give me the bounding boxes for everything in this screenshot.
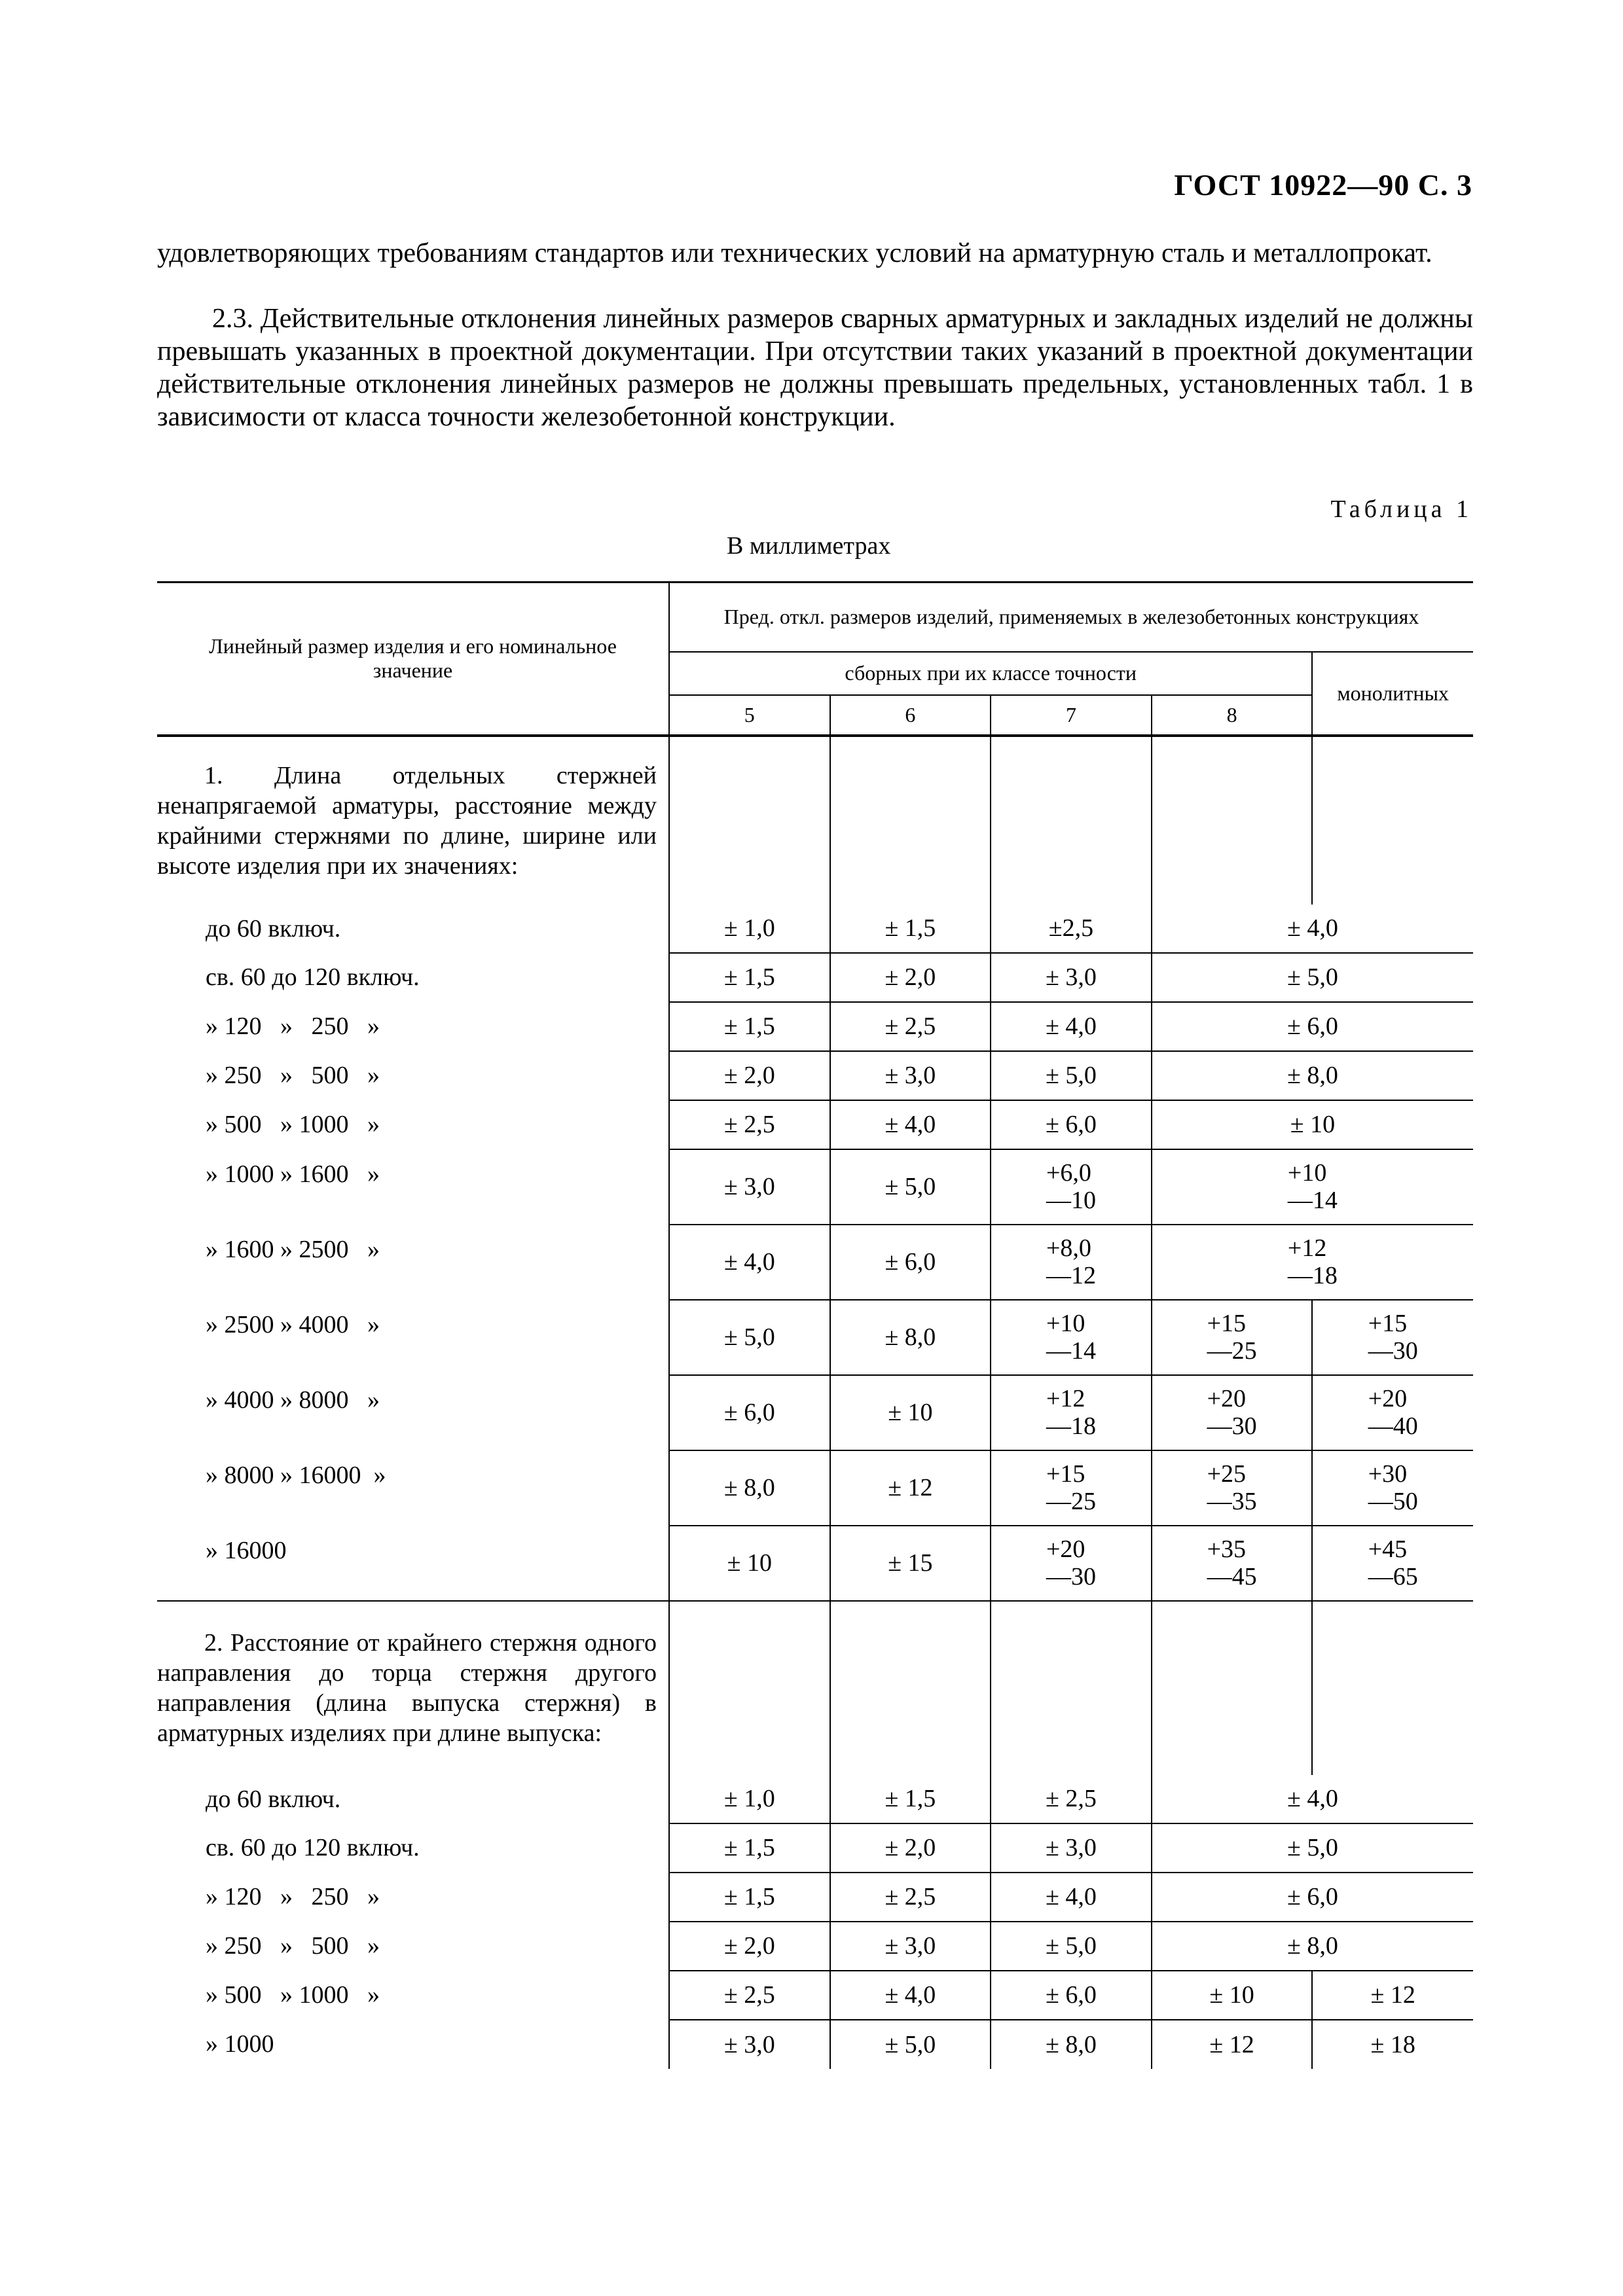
- table-row: [157, 953, 1473, 1002]
- value-cell: ± 5,0: [991, 1051, 1152, 1100]
- value-cell: ± 5,0: [669, 1300, 830, 1375]
- value-cell: [991, 1450, 1152, 1526]
- table-row: [157, 2020, 1473, 2069]
- value-cell: [991, 1149, 1152, 1225]
- value-cell: [991, 1375, 1152, 1450]
- value-cell: ± 3,0: [991, 1823, 1152, 1873]
- value-cell: ± 18: [1312, 2020, 1473, 2069]
- value-plus: +12: [1287, 1234, 1327, 1262]
- value-cell: [1152, 1375, 1313, 1450]
- value-minus: —18: [1287, 1261, 1338, 1289]
- value-plus: +8,0: [1046, 1234, 1091, 1262]
- row-range: » 120 » 250 »: [206, 1883, 380, 1910]
- value-plus: +25: [1207, 1460, 1247, 1488]
- value-cell: ± 1,5: [669, 1873, 830, 1922]
- value-plus: +20: [1368, 1384, 1408, 1412]
- value-cell: ± 10: [1152, 1971, 1313, 2020]
- value-cell: ± 10: [830, 1375, 991, 1450]
- row-range: » 16000: [206, 1536, 287, 1564]
- value-cell: ± 10: [669, 1526, 830, 1601]
- paragraph-2-3: 2.3. Действительные отклонения линейных размеров сварных арматурных и закладных изделий не должны превышать указанных в проектной документации. При отсутствии таких указаний в проектной документации действительные отклонения линейных размеров не должны превышать предельных, установленных табл. 1 в зависимости от класса точности железобетонной конструкции.: [157, 304, 1473, 432]
- value-minus: —30: [1368, 1336, 1418, 1365]
- value-plus: +15: [1046, 1460, 1085, 1488]
- value-cell: ± 8,0: [991, 2020, 1152, 2069]
- column-header-monolith: монолитных: [1312, 652, 1473, 736]
- value-cell: ± 6,0: [1152, 1002, 1473, 1051]
- value-cell: [1312, 1450, 1473, 1526]
- value-cell: ± 4,0: [991, 1002, 1152, 1051]
- table-row: [157, 1002, 1473, 1051]
- value-minus: —40: [1368, 1412, 1418, 1440]
- column-header-class-6: 6: [830, 695, 991, 736]
- row-range: » 250 » 500 »: [206, 1932, 380, 1960]
- row-range: » 1600 » 2500 »: [206, 1235, 380, 1263]
- value-cell: ± 1,5: [669, 1002, 830, 1051]
- value-cell: ± 2,5: [830, 1873, 991, 1922]
- value-cell: ± 5,0: [830, 1149, 991, 1225]
- table-row: [157, 1450, 1473, 1526]
- value-cell: ± 4,0: [1152, 1775, 1473, 1823]
- value-cell: [991, 1225, 1152, 1300]
- value-cell: ± 8,0: [669, 1450, 830, 1526]
- value-cell: ± 6,0: [830, 1225, 991, 1300]
- value-cell: [1152, 1225, 1473, 1300]
- row-range: » 500 » 1000 »: [206, 1111, 380, 1138]
- value-plus: +10: [1287, 1158, 1327, 1187]
- value-minus: —30: [1046, 1562, 1096, 1590]
- value-cell: ± 1,5: [669, 1823, 830, 1873]
- value-cell: ± 4,0: [830, 1100, 991, 1149]
- column-header-prefab: сборных при их классе точности: [669, 652, 1312, 695]
- row-range: » 2500 » 4000 »: [206, 1310, 380, 1338]
- table-row: [157, 1051, 1473, 1100]
- column-header-class-7: 7: [991, 695, 1152, 736]
- value-plus: +10: [1046, 1309, 1085, 1337]
- value-cell: [1312, 1300, 1473, 1375]
- value-cell: ± 2,5: [830, 1002, 991, 1051]
- value-plus: +20: [1207, 1384, 1247, 1412]
- value-cell: ± 1,5: [669, 953, 830, 1002]
- row-range: » 1000 » 1600 »: [206, 1160, 380, 1188]
- value-cell: ± 3,0: [669, 2020, 830, 2069]
- value-cell: ± 6,0: [1152, 1873, 1473, 1922]
- value-cell: ± 3,0: [991, 953, 1152, 1002]
- value-plus: +30: [1368, 1460, 1408, 1488]
- value-plus: +15: [1207, 1309, 1247, 1337]
- row-range: » 250 » 500 »: [206, 1062, 380, 1089]
- value-cell: ± 8,0: [1152, 1051, 1473, 1100]
- value-cell: ± 2,0: [669, 1922, 830, 1971]
- value-minus: —35: [1207, 1487, 1257, 1515]
- value-minus: —18: [1046, 1412, 1096, 1440]
- value-cell: ± 5,0: [830, 2020, 991, 2069]
- value-cell: ± 4,0: [1152, 905, 1473, 953]
- value-cell: ± 2,5: [669, 1100, 830, 1149]
- value-cell: ± 2,0: [669, 1051, 830, 1100]
- section-1-title: 1. Длина отдельных стержней ненапрягаемой арматуры, расстояние между крайними стержнями по длине, ширине или высоте изделия при их значениях:: [157, 761, 657, 880]
- table-row: [157, 1149, 1473, 1225]
- value-minus: —65: [1368, 1562, 1418, 1590]
- row-range: » 1000: [206, 2030, 274, 2058]
- value-cell: ± 1,0: [669, 905, 830, 953]
- value-cell: [991, 1300, 1152, 1375]
- value-cell: ± 2,0: [830, 1823, 991, 1873]
- document-header: ГОСТ 10922—90 С. 3: [1174, 168, 1472, 202]
- value-cell: ± 10: [1152, 1100, 1473, 1149]
- value-minus: —10: [1046, 1186, 1096, 1214]
- column-header-class-5: 5: [669, 695, 830, 736]
- table-row: [157, 1100, 1473, 1149]
- value-cell: ± 12: [830, 1450, 991, 1526]
- table-units: В миллиметрах: [727, 532, 891, 560]
- value-cell: ± 12: [1312, 1971, 1473, 2020]
- column-header-dimension: Линейный размер изделия и его номинальное значение: [157, 583, 669, 736]
- value-plus: +15: [1368, 1309, 1408, 1337]
- value-cell: ± 6,0: [669, 1375, 830, 1450]
- paragraph-continuation: удовлетворяющих требованиям стандартов или технических условий на арматурную сталь и металлопрокат.: [157, 238, 1432, 268]
- value-cell: ± 3,0: [830, 1051, 991, 1100]
- value-cell: ± 1,5: [830, 905, 991, 953]
- row-range: св. 60 до 120 включ.: [206, 1834, 420, 1861]
- row-range: » 4000 » 8000 »: [206, 1386, 380, 1414]
- value-minus: —14: [1287, 1186, 1338, 1214]
- value-cell: ± 15: [830, 1526, 991, 1601]
- value-cell: ± 4,0: [991, 1873, 1152, 1922]
- value-cell: ± 5,0: [1152, 1823, 1473, 1873]
- value-minus: —25: [1207, 1336, 1257, 1365]
- value-cell: ± 6,0: [991, 1100, 1152, 1149]
- value-cell: [1152, 1526, 1313, 1601]
- value-minus: —45: [1207, 1562, 1257, 1590]
- row-range: до 60 включ.: [206, 1785, 341, 1813]
- value-cell: ± 3,0: [830, 1922, 991, 1971]
- row-range: » 8000 » 16000 »: [206, 1461, 386, 1489]
- table-row: [157, 1873, 1473, 1922]
- table-row: [157, 1971, 1473, 2020]
- value-cell: [1312, 1526, 1473, 1601]
- table-label: Таблица 1: [1330, 495, 1472, 523]
- table-row: [157, 1375, 1473, 1450]
- value-cell: ± 12: [1152, 2020, 1313, 2069]
- value-cell: ± 2,5: [669, 1971, 830, 2020]
- tolerance-table: [157, 581, 1473, 2069]
- column-header-group: Пред. откл. размеров изделий, применяемых в железобетонных конструкциях: [669, 583, 1473, 652]
- table-row: [157, 1775, 1473, 1823]
- row-range: » 120 » 250 »: [206, 1013, 380, 1040]
- value-cell: ± 5,0: [1152, 953, 1473, 1002]
- row-range: до 60 включ.: [206, 914, 341, 942]
- value-cell: ± 4,0: [669, 1225, 830, 1300]
- value-minus: —25: [1046, 1487, 1096, 1515]
- value-cell: [1312, 1375, 1473, 1450]
- value-plus: +20: [1046, 1535, 1085, 1563]
- value-cell: ± 3,0: [669, 1149, 830, 1225]
- table-row: [157, 1225, 1473, 1300]
- value-cell: [991, 1526, 1152, 1601]
- table-row: [157, 1922, 1473, 1971]
- value-plus: +12: [1046, 1384, 1085, 1412]
- value-cell: ± 1,5: [830, 1775, 991, 1823]
- value-cell: ± 8,0: [830, 1300, 991, 1375]
- value-cell: ± 1,0: [669, 1775, 830, 1823]
- value-minus: —30: [1207, 1412, 1257, 1440]
- value-plus: +35: [1207, 1535, 1247, 1563]
- value-cell: ± 8,0: [1152, 1922, 1473, 1971]
- column-header-class-8: 8: [1152, 695, 1313, 736]
- row-range: » 500 » 1000 »: [206, 1981, 380, 2009]
- value-plus: +6,0: [1046, 1158, 1091, 1187]
- value-cell: [1152, 1149, 1473, 1225]
- value-cell: ± 4,0: [830, 1971, 991, 2020]
- value-plus: +45: [1368, 1535, 1408, 1563]
- table-row: [157, 1823, 1473, 1873]
- value-cell: ± 2,5: [991, 1775, 1152, 1823]
- value-cell: [1152, 1300, 1313, 1375]
- value-cell: [1152, 1450, 1313, 1526]
- value-cell: ± 6,0: [991, 1971, 1152, 2020]
- table-row: [157, 1300, 1473, 1375]
- value-minus: —12: [1046, 1261, 1096, 1289]
- section-2-title: 2. Расстояние от крайнего стержня одного направления до торца стержня другого направления (длина выпуска стержня) в арматурных изделиях при длине выпуска:: [157, 1601, 669, 1775]
- table-row: [157, 905, 1473, 953]
- value-cell: ± 5,0: [991, 1922, 1152, 1971]
- value-minus: —50: [1368, 1487, 1418, 1515]
- value-minus: —14: [1046, 1336, 1096, 1365]
- table-row: [157, 1526, 1473, 1601]
- value-cell: ± 2,0: [830, 953, 991, 1002]
- value-cell: ±2,5: [991, 905, 1152, 953]
- row-range: св. 60 до 120 включ.: [206, 963, 420, 991]
